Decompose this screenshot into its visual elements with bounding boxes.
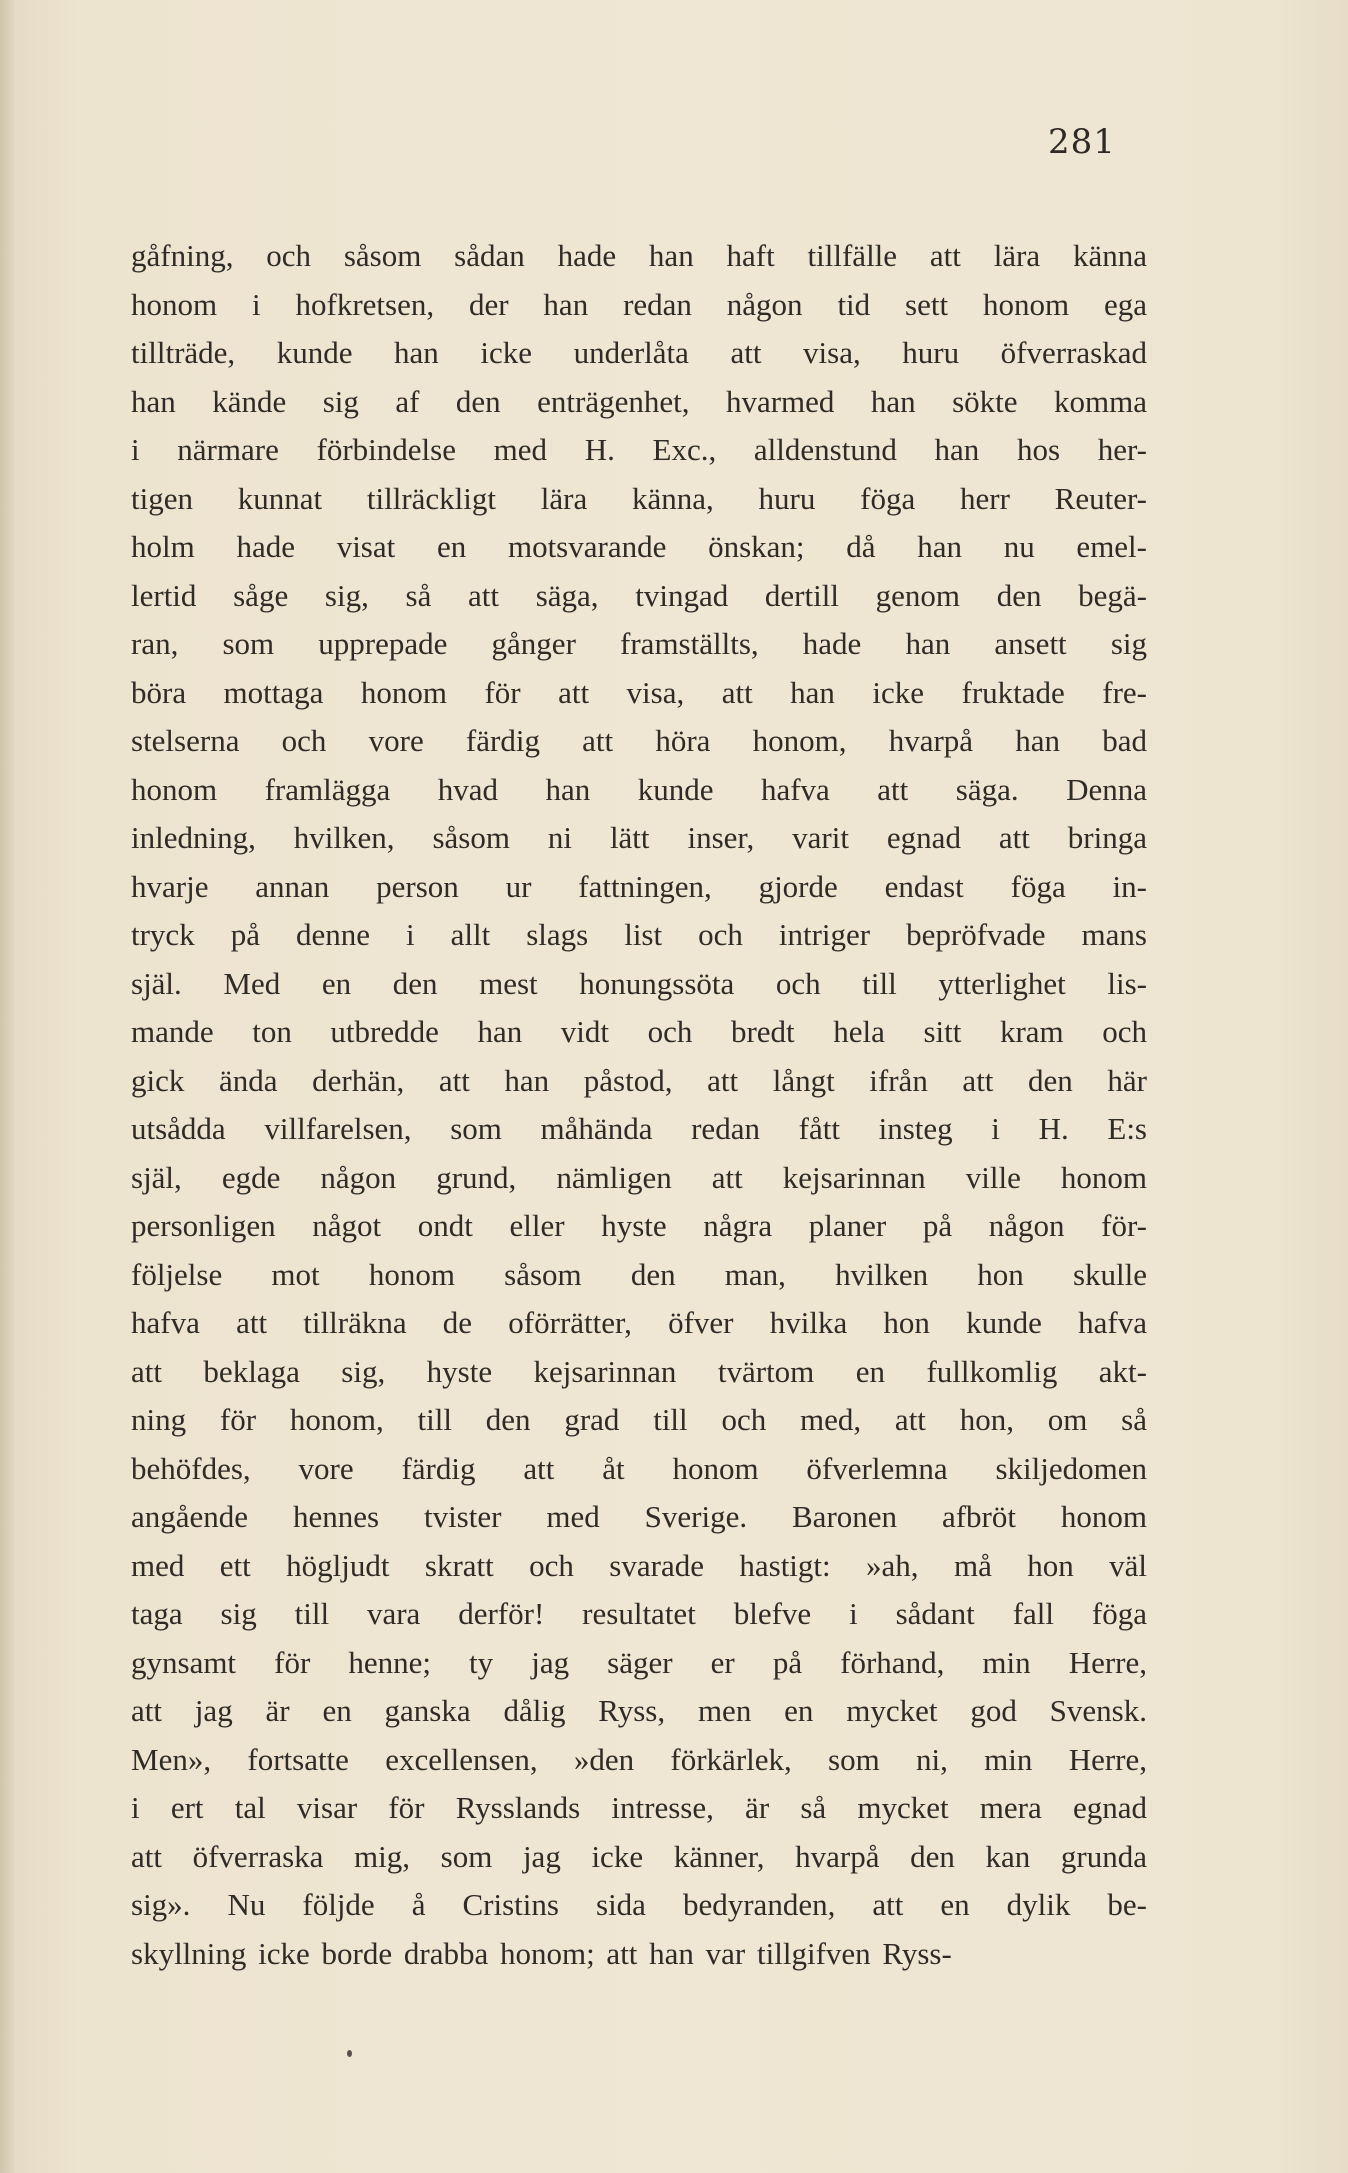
text-line: att beklaga sig, hyste kejsarinnan tvärtom en fullkomlig akt- (131, 1353, 1147, 1389)
text-line: skyllning icke borde drabba honom; att han var tillgifven Ryss- (131, 1935, 952, 1971)
text-line: holm hade visat en motsvarande önskan; då han nu emel- (131, 529, 1147, 564)
text-line: gick ända derhän, att han påstod, att långt ifrån att den här (131, 1062, 1147, 1098)
text-line: utsådda villfarelsen, som måhända redan fått insteg i H. E:s (131, 1111, 1147, 1146)
page-number: 281 (1048, 122, 1116, 162)
text-line: angående hennes tvister med Sverige. Baronen afbröt honom (131, 1499, 1147, 1534)
text-line: böra mottaga honom för att visa, att han icke fruktade fre- (131, 674, 1147, 710)
text-line: att jag är en ganska dålig Ryss, men en mycket god Svensk. (131, 1693, 1147, 1728)
text-line: stelserna och vore färdig att höra honom, hvarpå han bad (131, 723, 1147, 758)
ink-dot (347, 2050, 352, 2057)
text-line: hvarje annan person ur fattningen, gjorde endast föga in- (131, 868, 1147, 904)
text-line: gynsamt för henne; ty jag säger er på förhand, min Herre, (131, 1644, 1147, 1680)
text-line: honom i hofkretsen, der han redan någon tid sett honom ega (131, 286, 1147, 322)
text-line: tillträde, kunde han icke underlåta att visa, huru öfverraskad (131, 335, 1147, 370)
text-line: mande ton utbredde han vidt och bredt hela sitt kram och (131, 1014, 1147, 1049)
text-line: Men», fortsatte excellensen, »den förkärlek, som ni, min Herre, (131, 1741, 1147, 1777)
text-line: följelse mot honom såsom den man, hvilken hon skulle (131, 1256, 1147, 1292)
text-line: att öfverraska mig, som jag icke känner, hvarpå den kan grunda (131, 1838, 1147, 1874)
text-line: i närmare förbindelse med H. Exc., alldenstund han hos her- (131, 432, 1147, 467)
text-line: behöfdes, vore färdig att åt honom öfverlemna skiljedomen (131, 1450, 1147, 1486)
body-text (131, 232, 1147, 1978)
page-binding-edge (0, 0, 14, 2173)
text-line: taga sig till vara derför! resultatet blefve i sådant fall föga (131, 1596, 1147, 1631)
text-line: ning för honom, till den grad till och med, att hon, om så (131, 1402, 1147, 1437)
text-line: själ. Med en den mest honungssöta och till ytterlighet lis- (131, 965, 1147, 1001)
text-line: personligen något ondt eller hyste några planer på någon för- (131, 1208, 1147, 1243)
text-line: gåfning, och såsom sådan hade han haft tillfälle att lära känna (131, 238, 1147, 273)
text-line: hafva att tillräkna de oförrätter, öfver hvilka hon kunde hafva (131, 1305, 1147, 1340)
text-line: inledning, hvilken, såsom ni lätt inser, varit egnad att bringa (131, 820, 1147, 855)
text-line: tryck på denne i allt slags list och intriger bepröfvade mans (131, 917, 1147, 952)
text-line: honom framlägga hvad han kunde hafva att säga. Denna (131, 771, 1147, 807)
text-line: med ett högljudt skratt och svarade hastigt: »ah, må hon väl (131, 1547, 1147, 1583)
text-line: han kände sig af den enträgenhet, hvarmed han sökte komma (131, 383, 1147, 419)
text-line: själ, egde någon grund, nämligen att kejsarinnan ville honom (131, 1159, 1147, 1195)
text-line: sig». Nu följde å Cristins sida bedyranden, att en dylik be- (131, 1887, 1147, 1922)
text-line: tigen kunnat tillräckligt lära känna, huru föga herr Reuter- (131, 480, 1147, 516)
text-line: ran, som upprepade gånger framställts, hade han ansett sig (131, 626, 1147, 661)
text-line: lertid såge sig, så att säga, tvingad dertill genom den begä- (131, 577, 1147, 613)
text-line: i ert tal visar för Rysslands intresse, är så mycket mera egnad (131, 1790, 1147, 1825)
